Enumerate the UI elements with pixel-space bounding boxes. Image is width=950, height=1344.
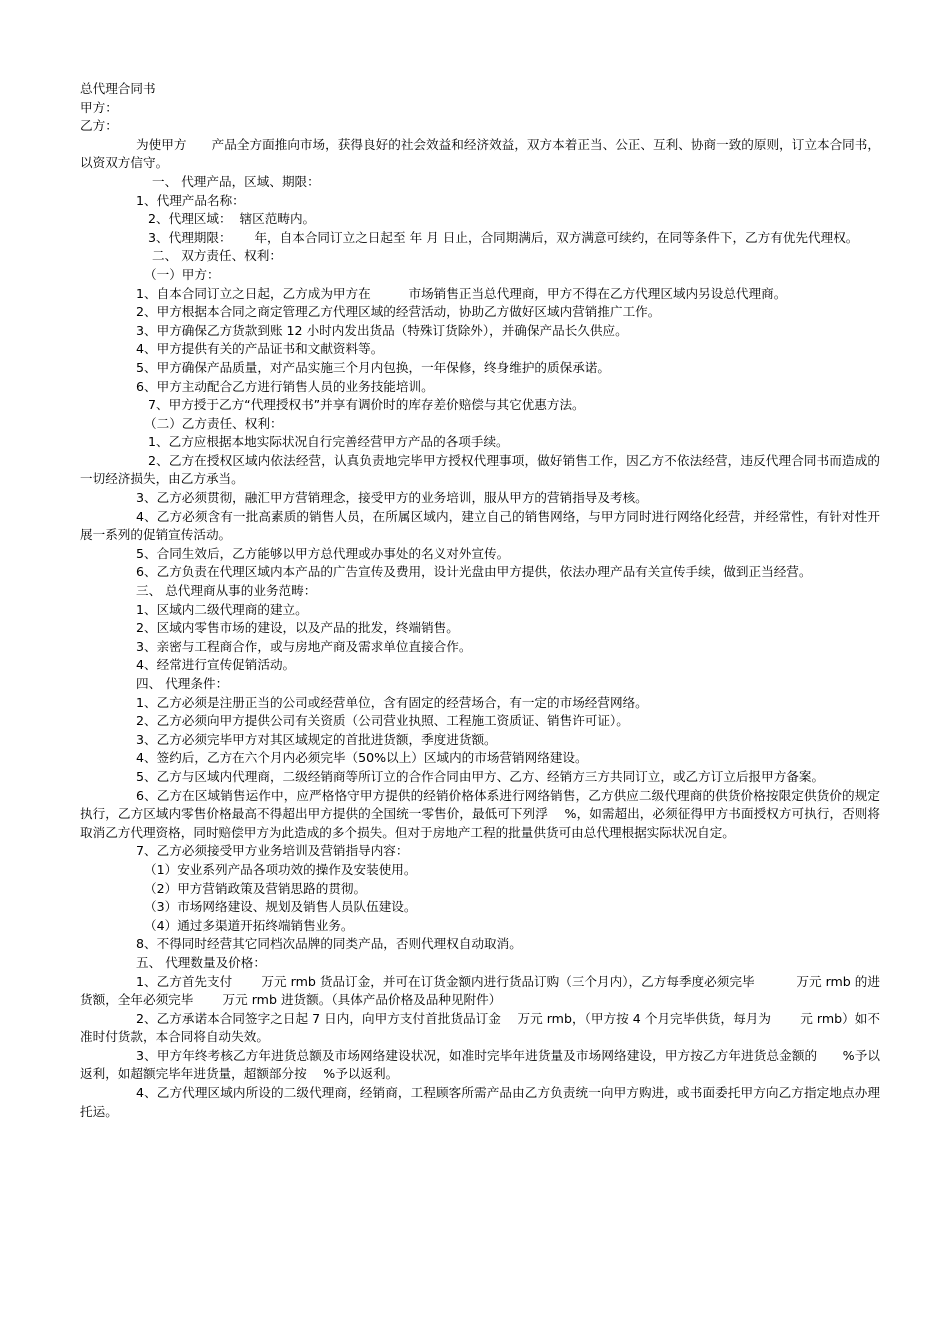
section-3-item: 3、亲密与工程商合作，或与房地产商及需求单位直接合作。 bbox=[136, 638, 472, 654]
party-b-duties-heading: （二）乙方责任、权利： bbox=[144, 415, 283, 431]
section-4-item: 2、乙方必须向甲方提供公司有关资质（公司营业执照、工程施工资质证、销售许可证）。 bbox=[136, 713, 629, 729]
section-3-heading: 三、 总代理商从事的业务范畴： bbox=[136, 583, 317, 599]
party-a-duty: 1、自本合同订立之日起，乙方成为甲方在 市场销售正当总代理商，甲方不得在乙方代理区域内另设总代理商。 bbox=[136, 285, 787, 301]
party-a-duty: 3、甲方确保乙方货款到账 12 小时内发出货品（特殊订货除外），并确保产品长久供应。 bbox=[136, 322, 628, 338]
section-5-item: 3、甲方年终考核乙方年进货总额及市场网络建设状况，如准时完毕年进货量及市场网络建设，甲方按乙方年进货总金额的 %予以返利，如超额完毕年进货量，超额部分按 %予以返利。 bbox=[80, 1047, 880, 1082]
section-4-item: 6、乙方在区域销售运作中，应严格恪守甲方提供的经销价格体系进行网络销售，乙方供应二级代理商的供货价格按限定供货价的规定执行，乙方区域内零售价格最高不得超出甲方提供的全国统一零售价，最低可下列浮 %，如需超出，必须征得甲方书面授权方可执行，否则将取消乙方代理资格，同时赔偿甲方为此造成的多个损失。但对于房地产工程的批量供货可由总代理根据实际状况自定。 bbox=[80, 787, 880, 840]
section-4-item: 1、乙方必须是注册正当的公司或经营单位，含有固定的经营场合，有一定的市场经营网络。 bbox=[136, 694, 648, 710]
party-b-duty: 5、合同生效后，乙方能够以甲方总代理或办事处的名义对外宣传。 bbox=[136, 545, 510, 561]
section-1-item: 1、代理产品名称： bbox=[136, 192, 245, 208]
section-2-heading: 二、 双方责任、权利： bbox=[152, 248, 282, 264]
section-4-item: 8、不得同时经营其它同档次品牌的同类产品，否则代理权自动取消。 bbox=[136, 936, 522, 952]
party-b-duty: 1、乙方应根据本地实际状况自行完善经营甲方产品的各项手续。 bbox=[148, 434, 509, 450]
intro-paragraph: 为使甲方 产品全方面推向市场，获得良好的社会效益和经济效益，双方本着正当、公正、互利、协商一致的原则，订立本合同书，以资双方信守。 bbox=[80, 136, 880, 171]
party-a-duty: 4、甲方提供有关的产品证书和文献资料等。 bbox=[136, 341, 384, 357]
training-item: （3）市场网络建设、规划及销售人员队伍建设。 bbox=[144, 899, 417, 915]
party-a-line: 甲方： bbox=[80, 99, 118, 115]
section-1-item: 3、代理期限： 年，自本合同订立之日起至 年 月 日止，合同期满后，双方满意可续约，在同等条件下，乙方有优先代理权。 bbox=[148, 229, 859, 245]
document-title: 总代理合同书 bbox=[80, 81, 156, 96]
contract-body bbox=[80, 80, 880, 1121]
party-a-duties-heading: （一）甲方： bbox=[144, 266, 220, 282]
section-3-item: 2、区域内零售市场的建设，以及产品的批发，终端销售。 bbox=[136, 620, 459, 636]
party-a-duty: 6、甲方主动配合乙方进行销售人员的业务技能培训。 bbox=[136, 378, 434, 394]
party-a-duty: 7、甲方授于乙方“代理授权书”并享有调价时的库存差价赔偿与其它优惠方法。 bbox=[148, 397, 585, 413]
training-item: （2）甲方营销政策及营销思路的贯彻。 bbox=[144, 880, 367, 896]
section-4-item: 3、乙方必须完毕甲方对其区域规定的首批进货额，季度进货额。 bbox=[136, 731, 497, 747]
party-b-line: 乙方： bbox=[80, 118, 118, 134]
section-5-heading: 五、 代理数量及价格： bbox=[136, 954, 266, 970]
section-5-item: 1、乙方首先支付 万元 rmb 货品订金，并可在订货金额内进行货品订购（三个月内），乙方每季度必须完毕 万元 rmb 的进货额，全年必须完毕 万元 rmb 进货额。（具体产品价格及品种见附件） bbox=[80, 973, 880, 1008]
section-3-item: 4、经常进行宣传促销活动。 bbox=[136, 657, 296, 673]
party-b-duty: 4、乙方必须含有一批高素质的销售人员，在所属区域内，建立自己的销售网络，与甲方同时进行网络化经营，并经常性，有针对性开展一系列的促销宣传活动。 bbox=[80, 508, 880, 543]
party-a-duty: 5、甲方确保产品质量，对产品实施三个月内包换，一年保修，终身维护的质保承诺。 bbox=[136, 359, 610, 375]
section-1-item: 2、代理区域： 辖区范畴内。 bbox=[148, 211, 316, 227]
section-4-item: 7、乙方必须接受甲方业务培训及营销指导内容： bbox=[136, 843, 409, 859]
section-1-heading: 一、 代理产品，区域、期限： bbox=[152, 173, 320, 189]
section-4-heading: 四、 代理条件： bbox=[136, 676, 229, 691]
party-b-duty: 3、乙方必须贯彻，融汇甲方营销理念，接受甲方的业务培训，服从甲方的营销指导及考核。 bbox=[136, 490, 648, 506]
section-4-item: 5、乙方与区域内代理商，二级经销商等所订立的合作合同由甲方、乙方、经销方三方共同订立，或乙方订立后报甲方备案。 bbox=[136, 768, 825, 784]
training-item: （4）通过多渠道开拓终端销售业务。 bbox=[144, 917, 354, 933]
training-item: （1）安业系列产品各项功效的操作及安装使用。 bbox=[144, 861, 417, 877]
party-b-duty: 2、乙方在授权区域内依法经营，认真负责地完毕甲方授权代理事项，做好销售工作，因乙方不依法经营，违反代理合同书而造成的一切经济损失，由乙方承当。 bbox=[80, 452, 880, 487]
party-b-duty: 6、乙方负责在代理区域内本产品的广告宣传及费用，设计光盘由甲方提供，依法办理产品有关宣传手续，做到正当经营。 bbox=[136, 564, 812, 580]
party-a-duty: 2、甲方根据本合同之商定管理乙方代理区域的经营活动，协助乙方做好区域内营销推广工作。 bbox=[136, 304, 661, 320]
section-5-item: 4、乙方代理区域内所设的二级代理商，经销商，工程顾客所需产品由乙方负责统一向甲方购进，或书面委托甲方向乙方指定地点办理托运。 bbox=[80, 1085, 880, 1119]
section-5-item: 2、乙方承诺本合同签字之日起 7 日内，向甲方支付首批货品订金 万元 rmb，（甲方按 4 个月完毕供货，每月为 元 rmb）如不准时付货款，本合同将自动失效。 bbox=[80, 1010, 880, 1045]
section-3-item: 1、区域内二级代理商的建立。 bbox=[136, 601, 308, 617]
section-4-item: 4、签约后，乙方在六个月内必须完毕（50%以上）区域内的市场营销网络建设。 bbox=[136, 750, 588, 766]
